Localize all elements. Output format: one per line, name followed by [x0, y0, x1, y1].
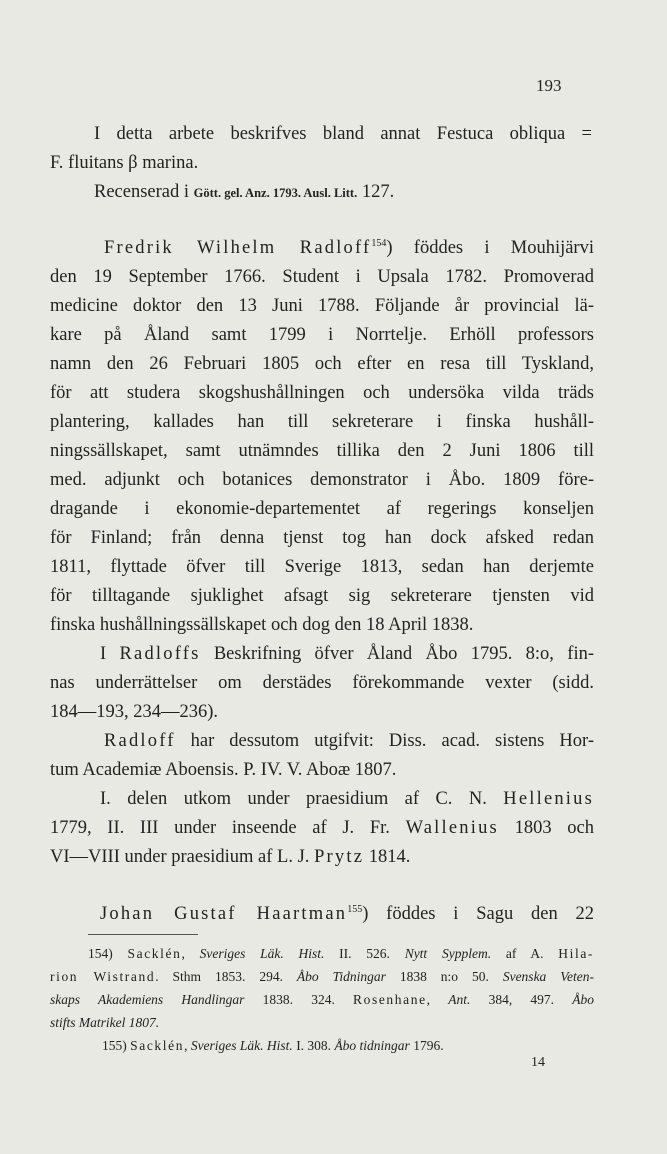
text-line: ningssällskapet, samt utnämndes tillika den 2 Juni 1806 till [50, 441, 594, 461]
text-line [100, 902, 594, 926]
text-fragment: I. 308. [292, 1038, 335, 1053]
text-fragment: 384, 497. [470, 992, 573, 1007]
work-title: stifts Matrikel 1807. [50, 1015, 160, 1030]
work-title: Sveriges Läk. Hist. [199, 946, 325, 961]
text-line: finska hushållningssällskapet och dog den 18 April 1838. [50, 615, 474, 635]
text-line: I detta arbete beskrifves bland annat Festuca obliqua = [94, 124, 592, 144]
author-name: Sacklén [127, 946, 182, 961]
footnote-line [50, 967, 594, 987]
text-fragment: 1779, II. III under inseende af J. Fr. [50, 818, 406, 838]
text-fragment: , [181, 946, 200, 961]
work-title: Åbo tidningar [334, 1038, 410, 1053]
text-line [104, 729, 594, 753]
text-line: med. adjunkt och botanices demonstrator i Åbo. 1809 före- [50, 470, 594, 490]
footnote-line [102, 1036, 646, 1056]
text-fragment: , [426, 992, 449, 1007]
text-fragment: ) föddes i Sagu den 22 [362, 904, 594, 924]
work-title: Svenska Veten- [502, 969, 594, 984]
text-line: nas underrättelser om derstädes förekommande vexter (sidd. [50, 673, 594, 693]
person-name: Prytz [314, 847, 365, 867]
text-line [94, 180, 534, 205]
text-fragment: ) föddes i Mouhijärvi [386, 238, 594, 258]
work-title: Ant. [448, 992, 471, 1007]
text-line: kare på Åland samt 1799 i Norrtelje. Erhöll professors [50, 325, 594, 345]
review-page: 127. [357, 182, 395, 202]
text-fragment: 1796. [409, 1038, 444, 1053]
text-fragment: af A. [491, 946, 559, 961]
text-fragment: 1803 och [498, 818, 594, 838]
text-line: F. fluitans β marina. [50, 153, 199, 173]
work-title: Åbo Tidningar [296, 969, 386, 984]
work-title: Sveriges Läk. Hist. [190, 1038, 293, 1053]
footnote-number: 154) [88, 946, 128, 961]
journal-name: Gött. gel. Anz. 1793. Ausl. Litt. [193, 186, 358, 200]
text-fragment: II. 526. [324, 946, 405, 961]
text-fragment: har dessutom utgifvit: Diss. acad. sistens Hor- [175, 731, 594, 751]
text-line: tum Academiæ Aboensis. P. IV. V. Aboæ 1807. [50, 760, 397, 780]
footnote-line [88, 944, 594, 964]
person-name: Hellenius [503, 789, 594, 809]
footnote-ref: 154 [371, 238, 387, 249]
page-number: 193 [536, 76, 562, 95]
work-title: Nytt Sypplem. [404, 946, 492, 961]
text-line: för Finland; från denna tjenst tog han dock afsked redan [50, 528, 594, 548]
text-line: medicine doktor den 13 Juni 1788. Följande år provincial lä- [50, 296, 594, 316]
text-fragment: I [100, 644, 120, 664]
footnote-line [50, 1013, 594, 1033]
author-name: rion Wistrand [50, 969, 156, 984]
text-line [100, 642, 594, 666]
text-line: plantering, kallades han till sekreterare i finska hushåll- [50, 412, 594, 432]
text-line: för tilltagande sjuklighet afsagt sig sekreterare tjensten vid [50, 586, 594, 606]
text-line [50, 845, 594, 869]
text-fragment: I. delen utkom under praesidium af C. N. [100, 789, 504, 809]
person-name: Wallenius [405, 818, 499, 838]
text-line: dragande i ekonomie-departementet af regerings konseljen [50, 499, 594, 519]
footnote-number: 155) [102, 1038, 131, 1053]
text-line [100, 787, 594, 811]
text-fragment: . Sthm 1853. 294. [155, 969, 297, 984]
person-name: Johan Gustaf Haartman [100, 904, 348, 924]
footnote-divider [88, 934, 198, 935]
author-name: Hila- [558, 946, 595, 961]
text-fragment: VI—VIII under praesidium af L. J. [50, 847, 315, 867]
person-name: Radloff [104, 731, 176, 751]
person-name: Fredrik Wilhelm Radloff [104, 238, 372, 258]
text-line: 1811, flyttade öfver till Sverige 1813, sedan han derjemte [50, 557, 594, 577]
text-line: namn den 26 Februari 1805 och efter en resa till Tyskland, [50, 354, 594, 374]
text-fragment: 1838. 324. [244, 992, 354, 1007]
text-fragment: , [184, 1038, 191, 1053]
footnote-ref: 155 [347, 904, 363, 915]
text-line: den 19 September 1766. Student i Upsala 1782. Promoverad [50, 267, 594, 287]
text-fragment: 1838 n:o 50. [385, 969, 503, 984]
signature-number: 14 [531, 1055, 545, 1070]
text-line [50, 816, 594, 840]
footnote-line [50, 990, 594, 1010]
text-fragment: 1814. [364, 847, 411, 867]
author-name: Rosenhane [353, 992, 427, 1007]
person-name: Radloffs [119, 644, 201, 664]
author-name: Sacklén [130, 1038, 185, 1053]
text-line: för att studera skogshushållningen och undersöka vilda träds [50, 383, 594, 403]
text-line: 184—193, 234—236). [50, 702, 219, 722]
work-title: skaps Akademiens Handlingar [50, 992, 245, 1007]
review-label: Recenserad i [94, 182, 194, 202]
work-title: Åbo [572, 992, 595, 1007]
text-line [104, 236, 594, 260]
text-fragment: Beskrifning öfver Åland Åbo 1795. 8:o, fin- [200, 644, 594, 664]
